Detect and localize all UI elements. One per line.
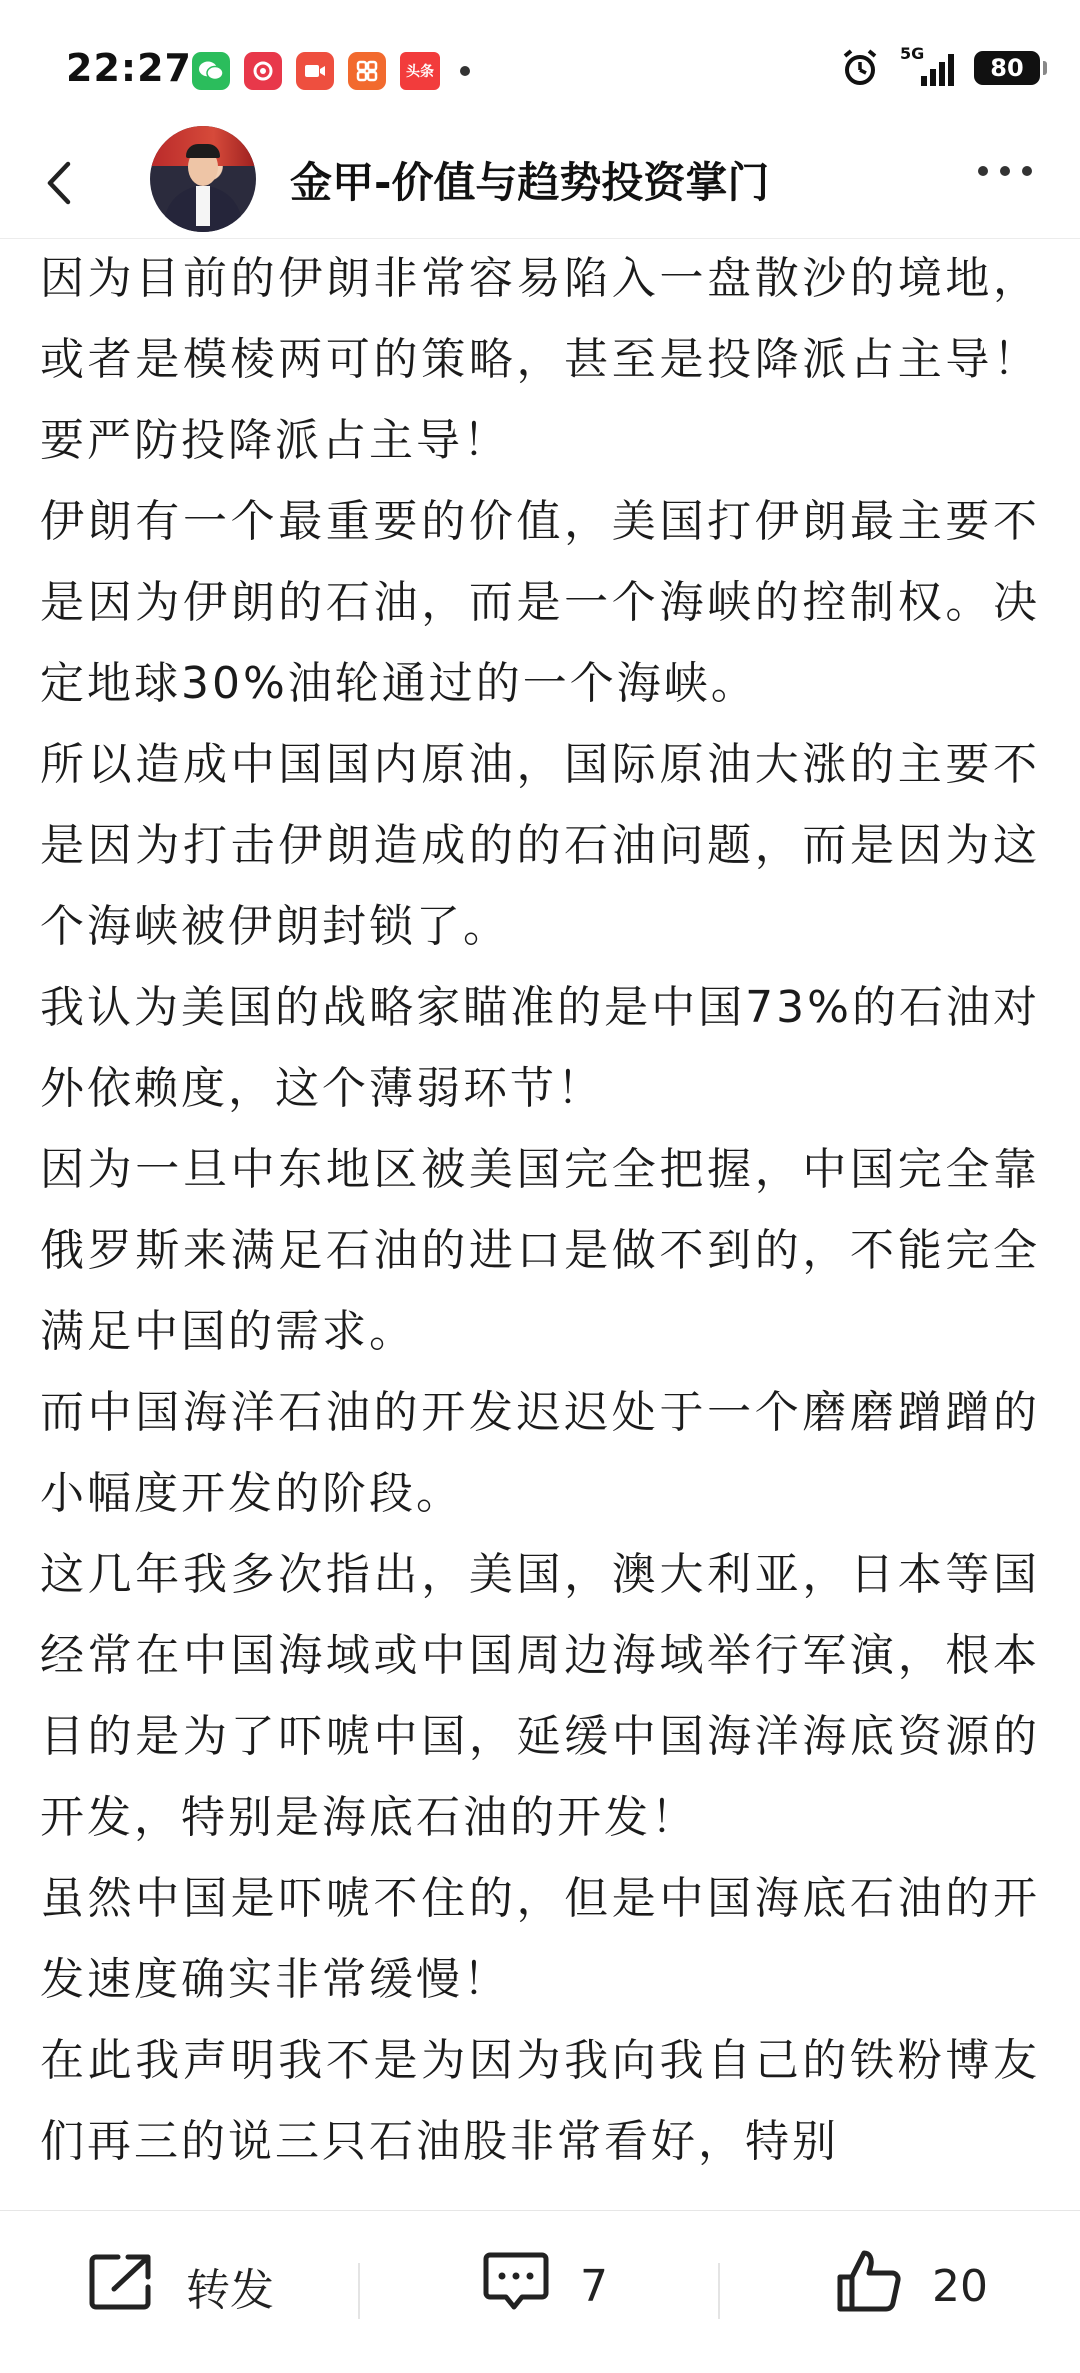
app-orange-icon xyxy=(348,52,386,90)
more-options-icon[interactable] xyxy=(978,166,1032,176)
thumbs-up-icon xyxy=(836,2249,902,2324)
article-paragraph: 所以造成中国国内原油，国际原油大涨的主要不是因为打击伊朗造成的的石油问题，而是因为这个海峡被伊朗封锁了。 xyxy=(40,739,1040,952)
article-body xyxy=(40,238,1040,2210)
article-paragraph: 伊朗有一个最重要的价值，美国打伊朗最主要不是因为伊朗的石油，而是一个海峡的控制权。决定地球30%油轮通过的一个海峡。 xyxy=(40,496,1040,709)
toutiao-icon: 头条 xyxy=(400,52,440,90)
article-paragraph: 这几年我多次指出，美国，澳大利亚，日本等国经常在中国海域或中国周边海域举行军演，根本目的是为了吓唬中国，延缓中国海洋海底资源的开发，特别是海底石油的开发！ xyxy=(40,1549,1040,1843)
header xyxy=(0,130,1080,239)
video-app-icon xyxy=(296,52,334,90)
comment-icon xyxy=(482,2251,550,2322)
status-right xyxy=(840,44,1040,88)
share-icon xyxy=(88,2251,156,2322)
app-red-icon xyxy=(244,52,282,90)
comment-button[interactable] xyxy=(482,2211,608,2361)
avatar[interactable] xyxy=(150,126,256,232)
status-bar xyxy=(0,0,1080,130)
like-button[interactable] xyxy=(836,2211,988,2361)
article-paragraph: 因为目前的伊朗非常容易陷入一盘散沙的境地，或者是模棱两可的策略，甚至是投降派占主导！要严防投降派占主导！ xyxy=(40,253,1040,466)
divider xyxy=(718,2263,720,2319)
divider xyxy=(358,2263,360,2319)
alarm-icon xyxy=(840,48,880,88)
article-paragraph: 而中国海洋石油的开发迟迟处于一个磨磨蹭蹭的小幅度开发的阶段。 xyxy=(40,1387,1040,1519)
bottom-action-bar xyxy=(0,2210,1080,2373)
share-button[interactable] xyxy=(88,2211,274,2361)
comment-count: 7 xyxy=(580,2260,608,2312)
article-paragraph: 我认为美国的战略家瞄准的是中国73%的石油对外依赖度，这个薄弱环节！ xyxy=(40,982,1040,1114)
signal-5g-icon xyxy=(900,44,954,88)
more-notifications-dot xyxy=(460,66,470,76)
battery-indicator: 80 xyxy=(974,51,1040,85)
status-time: 22:27 xyxy=(66,46,192,90)
article-paragraph: 虽然中国是吓唬不住的，但是中国海底石油的开发速度确实非常缓慢！ xyxy=(40,1873,1040,2005)
notification-icons xyxy=(192,52,470,90)
article-paragraph: 在此我声明我不是为因为我向我自己的铁粉博友们再三的说三只石油股非常看好，特别 xyxy=(40,2035,1040,2167)
like-count: 20 xyxy=(932,2260,988,2312)
back-arrow-icon[interactable] xyxy=(36,158,86,208)
article-paragraph: 因为一旦中东地区被美国完全把握，中国完全靠俄罗斯来满足石油的进口是做不到的，不能完全满足中国的需求。 xyxy=(40,1144,1040,1357)
network-type: 5G xyxy=(900,44,925,63)
author-name[interactable]: 金甲-价值与趋势投资掌门 xyxy=(290,158,770,207)
wechat-icon xyxy=(192,52,230,90)
share-label: 转发 xyxy=(186,2265,274,2316)
